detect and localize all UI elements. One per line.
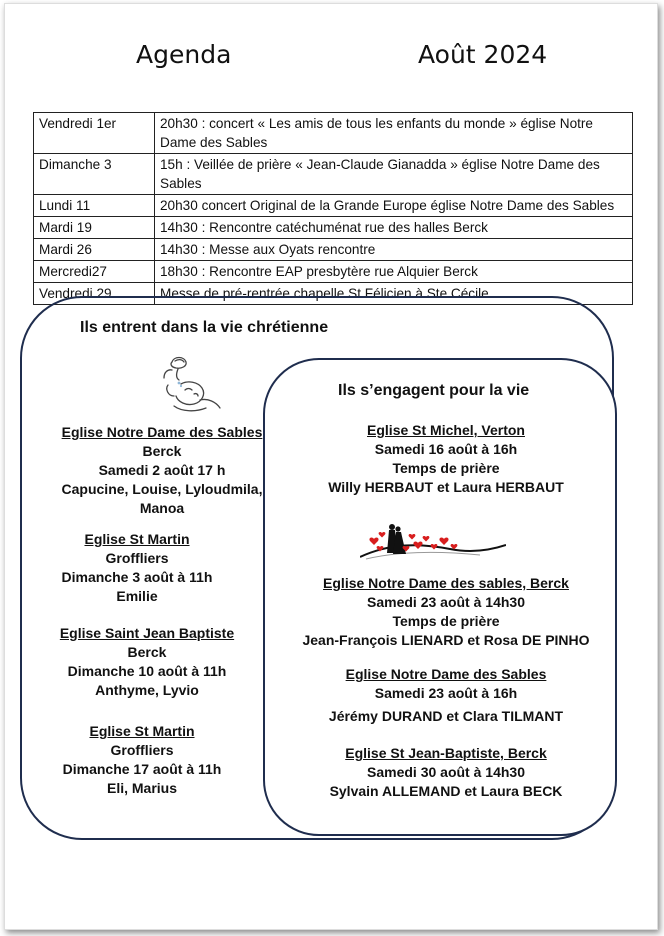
event-cell: 18h30 : Rencontre EAP presbytère rue Alquier Berck: [155, 261, 633, 283]
church-name: Eglise Notre Dame des Sables: [345, 666, 547, 682]
event-line: Dimanche 10 août à 11h: [67, 663, 227, 679]
event-line: Jérémy DURAND et Clara TILMANT: [328, 708, 564, 724]
wedding-event: [296, 665, 596, 726]
day-cell: Vendredi 1er: [34, 113, 155, 154]
baptism-event: [52, 530, 222, 606]
event-line: Samedi 2 août 17 h: [98, 462, 226, 478]
event-line: Dimanche 3 août à 11h: [61, 569, 213, 585]
day-cell: Lundi 11: [34, 195, 155, 217]
day-cell: Dimanche 3: [34, 154, 155, 195]
day-cell: Mercredi27: [34, 261, 155, 283]
event-line: Manoa: [139, 500, 185, 516]
day-cell: Vendredi 29: [34, 283, 155, 305]
wedding-event: [296, 421, 596, 497]
event-line: Dimanche 17 août à 11h: [62, 761, 222, 777]
event-line: Anthyme, Lyvio: [95, 682, 199, 698]
baptism-icon: [154, 352, 226, 414]
event-line: Temps de prière: [392, 613, 500, 629]
event-line: Sylvain ALLEMAND et Laura BECK: [329, 783, 563, 799]
wedding-event: [296, 744, 596, 801]
wedding-event: [296, 574, 596, 650]
day-cell: Mardi 19: [34, 217, 155, 239]
table-row: [34, 195, 633, 217]
event-cell: 20h30 : concert « Les amis de tous les enfants du monde » église Notre Dame des Sables: [155, 113, 633, 154]
event-line: Groffliers: [105, 550, 169, 566]
church-name: Eglise St Jean-Baptiste, Berck: [345, 745, 547, 761]
event-line: Samedi 16 août à 16h: [374, 441, 518, 457]
event-line: Berck: [142, 443, 182, 459]
table-row: [34, 154, 633, 195]
church-name: Eglise Notre Dame des Sables: [61, 424, 263, 440]
agenda-title: Agenda: [136, 40, 232, 69]
baptism-event: [52, 624, 242, 700]
month-title: Août 2024: [418, 40, 548, 69]
event-line: Jean-François LIENARD et Rosa DE PINHO: [302, 632, 590, 648]
event-cell: 15h : Veillée de prière « Jean-Claude Gianadda » église Notre Dame des Sables: [155, 154, 633, 195]
event-cell: 20h30 concert Original de la Grande Europe église Notre Dame des Sables: [155, 195, 633, 217]
event-line: Temps de prière: [392, 460, 500, 476]
church-name: Eglise St Martin: [89, 723, 195, 739]
event-line: Samedi 23 août à 14h30: [367, 594, 525, 610]
event-cell: Messe de pré-rentrée chapelle St Félicien à Ste Cécile: [155, 283, 633, 305]
event-line: Samedi 23 août à 16h: [374, 685, 518, 701]
event-line: Capucine, Louise, Lyloudmila,: [61, 481, 263, 497]
church-name: Eglise St Martin: [84, 531, 190, 547]
event-line: Berck: [127, 644, 167, 660]
church-name: Eglise Notre Dame des sables, Berck: [323, 575, 569, 591]
agenda-table: [33, 112, 633, 305]
table-row: [34, 113, 633, 154]
church-name: Eglise Saint Jean Baptiste: [59, 625, 235, 641]
baptisms-title: Ils entrent dans la vie chrétienne: [80, 319, 329, 336]
day-cell: Mardi 26: [34, 239, 155, 261]
event-cell: 14h30 : Rencontre catéchuménat rue des halles Berck: [155, 217, 633, 239]
event-line: Willy HERBAUT et Laura HERBAUT: [328, 479, 564, 495]
table-row: [34, 261, 633, 283]
table-row: [34, 239, 633, 261]
event-line: Samedi 30 août à 14h30: [367, 764, 525, 780]
event-line: Eli, Marius: [106, 780, 178, 796]
event-line: Groffliers: [110, 742, 174, 758]
church-name: Eglise St Michel, Verton: [367, 422, 525, 438]
event-cell: 14h30 : Messe aux Oyats rencontre: [155, 239, 633, 261]
baptism-event: [52, 722, 232, 798]
baptism-event: [52, 423, 272, 518]
table-row: [34, 217, 633, 239]
event-line: Emilie: [116, 588, 158, 604]
weddings-title: Ils s’engagent pour la vie: [338, 382, 530, 399]
wedding-couple-icon: [360, 521, 506, 565]
